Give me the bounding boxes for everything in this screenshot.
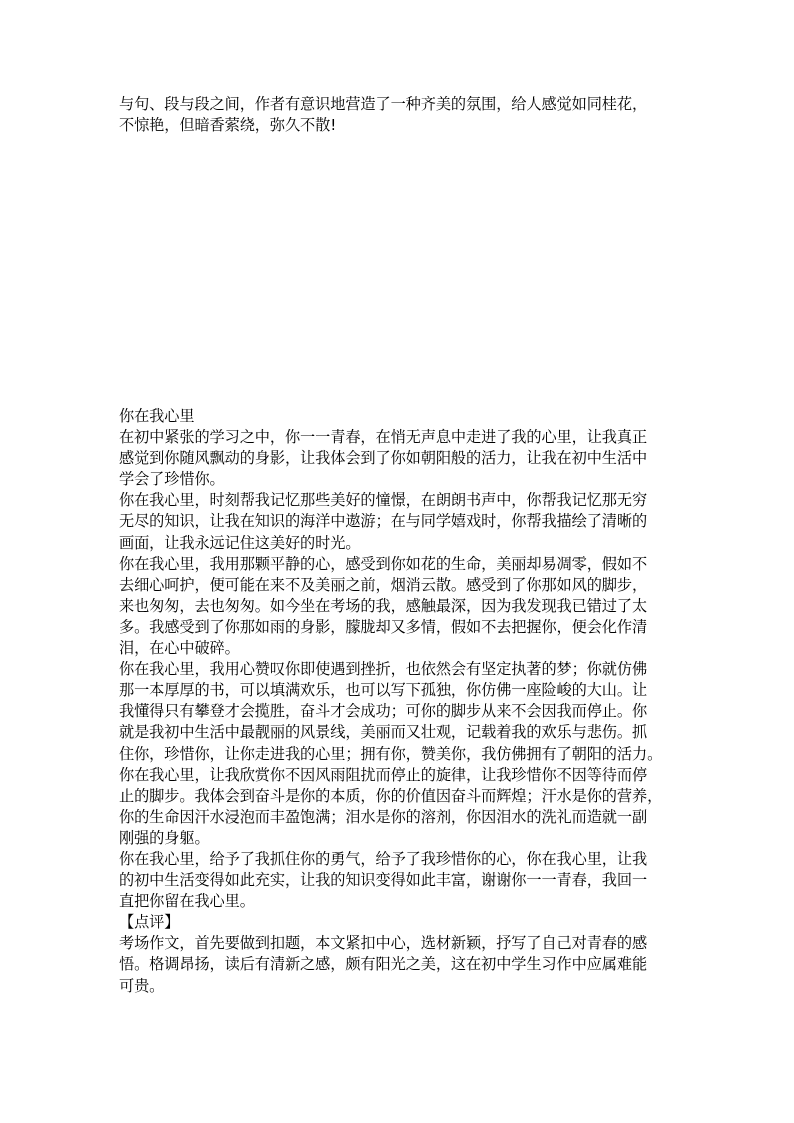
paragraph-line: 那一本厚厚的书，可以填满欢乐，也可以写下孤独，你仿佛一座险峻的大山。让 [119,681,648,700]
paragraph-line: 你在我心里，我用心赞叹你即使遇到挫折，也依然会有坚定执著的梦；你就仿佛 [119,660,648,679]
paragraph-line: 画面，让我永远记住这美好的时光。 [119,533,361,552]
essay [119,406,679,997]
paragraph-line: 刚强的身躯。 [119,828,210,847]
intro-line: 与句、段与段之间，作者有意识地营造了一种齐美的氛围，给人感觉如同桂花， [119,95,648,113]
intro-paragraph [119,94,679,136]
paragraph-line: 就是我初中生活中最靓丽的风景线，美丽而又壮观，记载着我的欢乐与悲伤。抓 [119,723,648,742]
paragraph-line: 直把你留在我心里。 [119,892,255,911]
paragraph-line: 多。我感受到了你那如雨的身影，朦胧却又多情，假如不去把握你，便会化作清 [119,617,648,636]
paragraph-line: 在初中紧张的学习之中，你一一青春，在悄无声息中走进了我的心里，让我真正 [119,428,648,447]
paragraph-line: 考场作文，首先要做到扣题，本文紧扣中心，选材新颖，抒写了自己对青春的感 [119,934,648,953]
paragraph-line: 感觉到你随风飘动的身影，让我体会到了你如朝阳般的活力，让我在初中生活中 [119,449,648,468]
essay-title: 你在我心里 [119,407,195,425]
paragraph-line: 住你，珍惜你，让你走进我的心里；拥有你，赞美你，我仿佛拥有了朝阳的活力。 [119,744,663,763]
essay-paragraph-1 [119,427,679,490]
paragraph-line: 止的脚步。我体会到奋斗是你的本质，你的价值因奋斗而辉煌；汗水是你的营养， [119,786,663,805]
paragraph-line: 你的生命因汗水浸泡而丰盈饱满；泪水是你的溶剂，你因泪水的洗礼而造就一副 [119,807,648,826]
paragraph-line: 悟。格调昂扬，读后有清新之感，颇有阳光之美，这在初中学生习作中应属难能 [119,955,648,974]
paragraph-line: 可贵。 [119,976,165,995]
paragraph-line: 来也匆匆，去也匆匆。如今坐在考场的我，感触最深，因为我发现我已错过了太 [119,596,648,615]
paragraph-line: 你在我心里，让我欣赏你不因风雨阻扰而停止的旋律，让我珍惜你不因等待而停 [119,765,648,784]
paragraph-line: 我懂得只有攀登才会揽胜，奋斗才会成功；可你的脚步从来不会因我而停止。你 [119,702,648,721]
comment-heading: 【点评】 [119,913,180,932]
essay-paragraph-3 [119,554,679,659]
essay-paragraph-5 [119,765,679,849]
paragraph-line: 你在我心里，给予了我抓住你的勇气，给予了我珍惜你的心，你在我心里，让我 [119,849,648,868]
paragraph-line: 去细心呵护，便可能在来不及美丽之前，烟消云散。感受到了你那如风的脚步， [119,575,648,594]
essay-paragraph-2 [119,490,679,553]
paragraph-line: 泪，在心中破碎。 [119,639,240,658]
intro-line: 不惊艳，但暗香萦绕，弥久不散! [119,116,337,135]
essay-paragraph-6 [119,849,679,912]
paragraph-line: 无尽的知识，让我在知识的海洋中遨游；在与同学嬉戏时，你帮我描绘了清晰的 [119,512,648,531]
paragraph-line: 你在我心里，时刻帮我记忆那些美好的憧憬，在朗朗书声中，你帮我记忆那无穷 [119,491,648,510]
paragraph-line: 你在我心里，我用那颗平静的心，感受到你如花的生命，美丽却易凋零，假如不 [119,554,648,573]
essay-paragraph-4 [119,659,679,764]
comment-paragraph [119,933,679,996]
paragraph-line: 的初中生活变得如此充实，让我的知识变得如此丰富，谢谢你一一青春，我回一 [119,871,648,890]
paragraph-line: 学会了珍惜你。 [119,470,225,489]
